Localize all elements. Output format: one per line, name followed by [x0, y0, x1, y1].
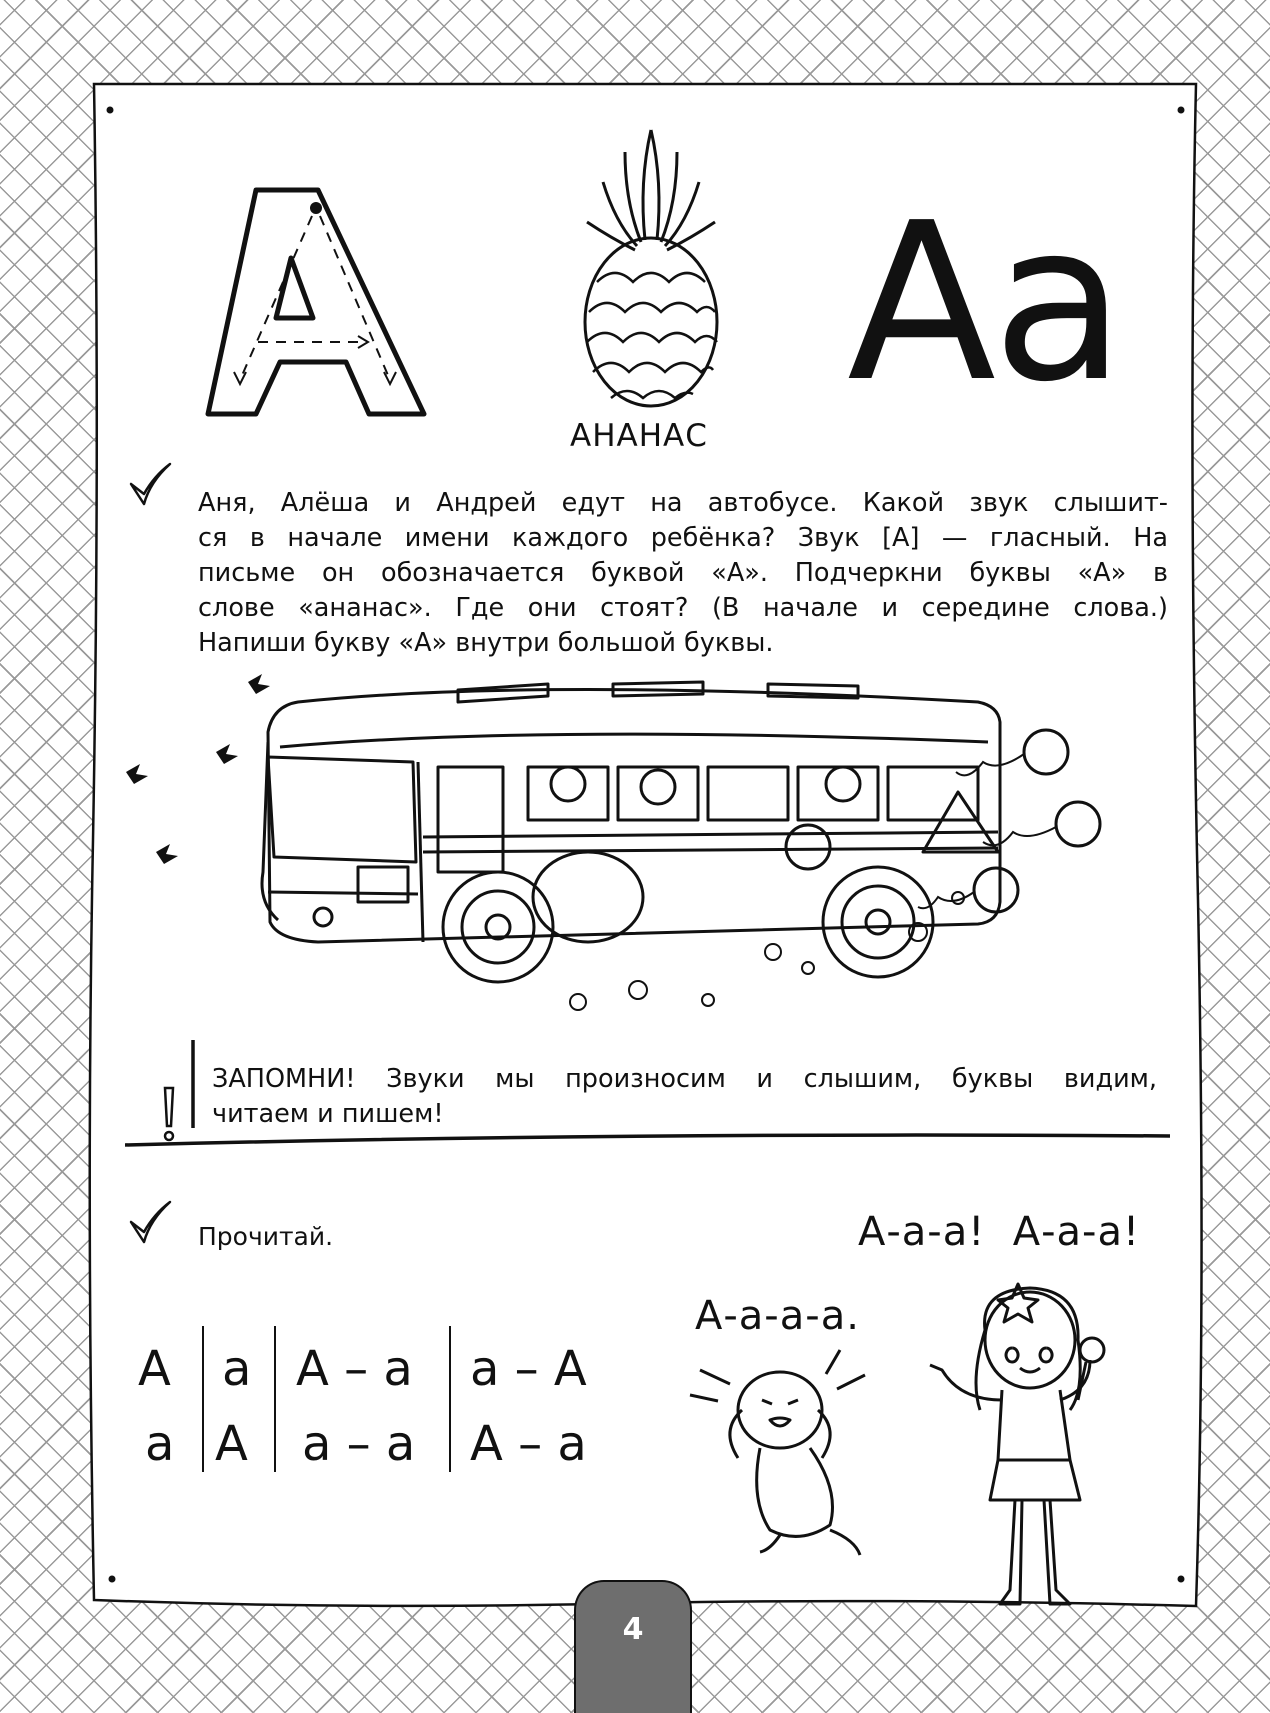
bus-illustration: [118, 672, 1178, 1057]
remember-text: [212, 1062, 1157, 1132]
singing-girl-picture: [920, 1270, 1140, 1620]
task1-line: Напиши букву «А» внутри большой буквы.: [198, 628, 774, 658]
page-number: 4: [622, 1612, 644, 1647]
task1-line: ся в начале имени каждого ребёнка? Звук [А] — гласный. На: [198, 523, 1168, 553]
task1-line: Аня, Алёша и Андрей едут на автобусе. Какой звук слышит-: [198, 488, 1168, 518]
syllable: а – А: [470, 1341, 587, 1397]
syllable: А: [215, 1416, 248, 1472]
syllable: а: [145, 1416, 175, 1472]
task1-line: слове «ананас». Где они стоят? (В начале и середине слова.): [198, 593, 1168, 623]
syllable: а: [222, 1341, 252, 1397]
read-label: Прочитай.: [198, 1222, 334, 1251]
remember-line: ЗАПОМНИ! Звуки мы произносим и слышим, буквы видим,: [212, 1064, 1157, 1094]
big-letters: Аа: [847, 177, 1122, 430]
syllable: А – а: [296, 1341, 413, 1397]
task1-line: письме он обозначается буквой «А». Подчеркни буквы «А» в: [198, 558, 1168, 588]
task1-text: [198, 486, 1168, 661]
syllable: а – а: [302, 1416, 416, 1472]
check-icon: [128, 462, 172, 508]
crying-baby-picture: [680, 1340, 880, 1560]
syllable: А: [138, 1341, 171, 1397]
check-icon: [128, 1200, 172, 1246]
shout-baby: А-а-а-а.: [695, 1293, 860, 1339]
page-number-tab: [574, 1580, 692, 1713]
tracing-letter-a: [200, 180, 450, 425]
remember-line: читаем и пишем!: [212, 1099, 444, 1129]
picture-word: АНАНАС: [570, 418, 708, 454]
shout-girl: А-а-а! А-а-а!: [858, 1209, 1141, 1255]
syllable: А – а: [470, 1416, 587, 1472]
pineapple-picture: [575, 122, 727, 412]
